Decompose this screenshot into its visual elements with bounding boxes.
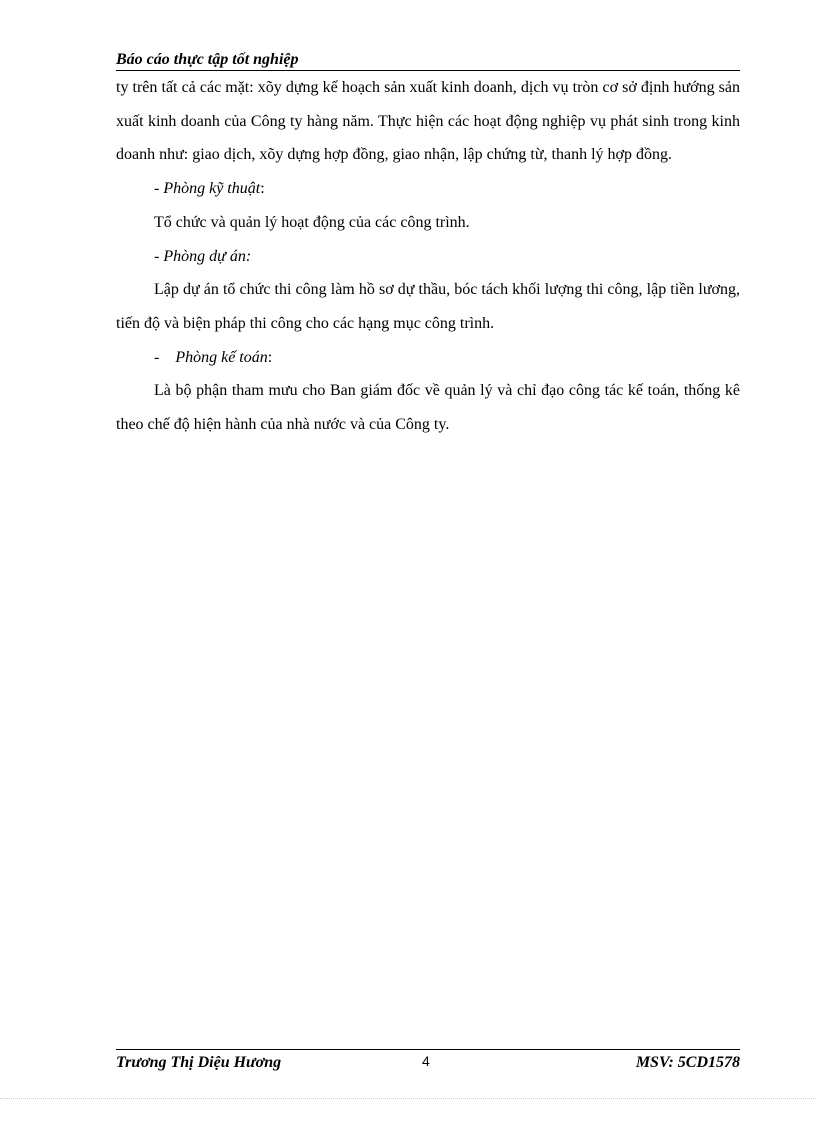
footer-author: Trương Thị Diệu Hương xyxy=(116,1054,282,1071)
heading-text: Phòng kỹ thuật xyxy=(163,180,261,198)
paragraph-technical: Tổ chức và quản lý hoạt động của các công trình. xyxy=(154,213,470,231)
heading-dash: - xyxy=(154,348,176,366)
heading-text: Phòng dự án: xyxy=(163,247,252,265)
heading-colon: : xyxy=(267,348,273,366)
footer-student-id: MSV: 5CD1578 xyxy=(635,1054,740,1071)
page-body xyxy=(116,71,740,442)
page-header xyxy=(116,50,740,71)
heading-technical-dept xyxy=(116,172,740,206)
paragraph-accounting: Là bộ phận tham mưu cho Ban giám đốc về quản lý và chỉ đạo công tác kế toán, thống kê theo chế độ hiện hành của nhà nước và của Công ty. xyxy=(116,382,740,434)
heading-accounting-dept xyxy=(116,341,740,375)
paragraph-project: Lập dự án tổ chức thi công làm hồ sơ dự thầu, bóc tách khối lượng thi công, lập tiền lương, tiến độ và biện pháp thi công cho các hạng mục công trình. xyxy=(116,281,740,332)
page-number: 4 xyxy=(422,1053,430,1069)
heading-dash: - xyxy=(154,180,164,198)
heading-dash: - xyxy=(154,247,164,265)
header-title: Báo cáo thực tập tốt nghiệp xyxy=(116,51,299,68)
page-edge-divider xyxy=(0,1098,816,1099)
heading-project-dept xyxy=(116,240,740,274)
paragraph-business: ty trên tất cả các mặt: xõy dựng kế hoạch sản xuất kinh doanh, dịch vụ tròn cơ sở định hướng sản xuất kinh doanh của Công ty hàng năm. Thực hiện các hoạt động nghiệp vụ phát sinh trong kinh doanh như: giao dịch, xõy dựng hợp đồng, giao nhận, lập chứng từ, thanh lý hợp đồng. xyxy=(116,79,740,164)
page-footer xyxy=(116,1049,740,1080)
heading-colon: : xyxy=(260,180,265,198)
heading-text: Phòng kế toán xyxy=(175,348,268,366)
